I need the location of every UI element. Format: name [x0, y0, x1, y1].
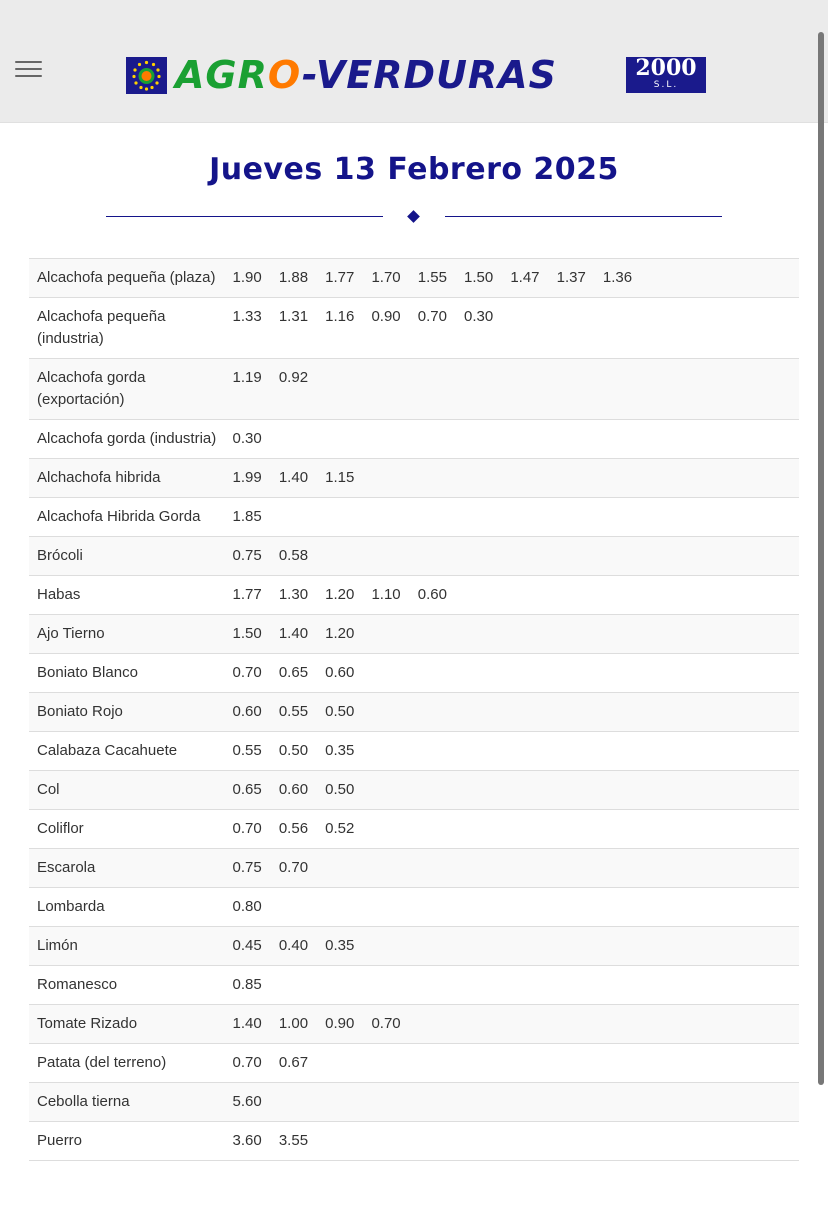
price-value: 0.90: [371, 308, 401, 325]
price-value: 1.37: [556, 269, 586, 286]
price-list: [224, 498, 270, 536]
price-value: 0.60: [278, 781, 309, 798]
table-row: [29, 298, 799, 359]
price-value: 0.70: [417, 308, 447, 325]
table-row: [29, 537, 799, 576]
product-name: Alcachofa pequeña (plaza): [37, 269, 216, 286]
table-row: [29, 888, 799, 927]
price-list: [224, 420, 270, 458]
price-value: 1.99: [232, 469, 262, 486]
price-list: [224, 732, 363, 770]
table-row: [29, 576, 799, 615]
price-value: 0.50: [325, 703, 355, 720]
price-value: 0.75: [232, 859, 262, 876]
product-name: Escarola: [37, 859, 96, 876]
logo-part-agr: AGR: [175, 53, 268, 97]
divider-diamond-icon: [407, 210, 420, 223]
product-name: Alcachofa Hibrida Gorda: [37, 508, 201, 525]
price-value: 0.58: [278, 547, 309, 564]
price-list: [224, 810, 363, 848]
price-value: 0.70: [232, 1054, 262, 1071]
product-name: Alcachofa gorda (exportación): [37, 369, 146, 408]
price-value: 0.56: [278, 820, 309, 837]
price-value: 0.35: [325, 937, 355, 954]
price-value: 0.55: [232, 742, 262, 759]
site-logo[interactable]: [126, 55, 706, 95]
price-value: 0.30: [232, 430, 262, 447]
price-value: 1.40: [232, 1015, 262, 1032]
price-list: [224, 537, 317, 575]
divider-line-right: [445, 216, 722, 217]
product-name: Romanesco: [37, 976, 118, 993]
table-row: [29, 615, 799, 654]
price-value: 0.52: [325, 820, 355, 837]
price-list: [224, 1005, 409, 1043]
price-value: 0.80: [232, 898, 262, 915]
table-row: [29, 693, 799, 732]
price-list: [224, 1044, 317, 1082]
price-value: 3.60: [232, 1132, 262, 1149]
table-row: [29, 459, 799, 498]
product-name: Calabaza Cacahuete: [37, 742, 178, 759]
price-list: [224, 459, 363, 497]
table-row: [29, 771, 799, 810]
price-value: 1.90: [232, 269, 262, 286]
price-list: [224, 359, 317, 419]
price-value: 0.92: [278, 369, 309, 386]
product-name: Habas: [37, 586, 81, 603]
product-name: Puerro: [37, 1132, 83, 1149]
price-value: 0.65: [278, 664, 309, 681]
price-list: [224, 576, 455, 614]
menu-line: [15, 61, 42, 63]
menu-line: [15, 75, 42, 77]
page-scrollbar[interactable]: [818, 32, 824, 1085]
price-list: [224, 298, 502, 358]
table-row: [29, 732, 799, 771]
product-name: Boniato Rojo: [37, 703, 123, 720]
price-list: [224, 615, 363, 653]
price-value: 1.30: [278, 586, 309, 603]
product-name: Tomate Rizado: [37, 1015, 138, 1032]
table-row: [29, 927, 799, 966]
table-row: [29, 420, 799, 459]
price-value: 1.19: [232, 369, 262, 386]
product-name: Cebolla tierna: [37, 1093, 130, 1110]
price-value: 1.00: [278, 1015, 309, 1032]
product-name: Ajo Tierno: [37, 625, 105, 642]
product-name: Coliflor: [37, 820, 84, 837]
price-list: [224, 849, 317, 887]
product-name: Brócoli: [37, 547, 83, 564]
menu-line: [15, 68, 42, 70]
price-value: 0.60: [232, 703, 262, 720]
price-value: 0.70: [232, 664, 262, 681]
table-row: [29, 1044, 799, 1083]
price-list: [224, 259, 641, 297]
price-value: 1.15: [325, 469, 355, 486]
price-value: 0.50: [278, 742, 309, 759]
price-value: 1.40: [278, 625, 309, 642]
price-list: [224, 693, 363, 731]
price-value: 0.90: [325, 1015, 355, 1032]
table-row: [29, 849, 799, 888]
price-value: 1.77: [325, 269, 355, 286]
price-value: 1.40: [278, 469, 309, 486]
price-list: [224, 1122, 317, 1160]
table-row: [29, 359, 799, 420]
price-value: 0.60: [417, 586, 447, 603]
price-value: 1.20: [325, 625, 355, 642]
date-title: Jueves 13 Febrero 2025: [209, 152, 619, 187]
price-value: 0.50: [325, 781, 355, 798]
table-row: [29, 654, 799, 693]
price-value: 1.10: [371, 586, 401, 603]
price-value: 0.35: [325, 742, 355, 759]
product-name: Col: [37, 781, 60, 798]
table-row: [29, 259, 799, 298]
table-row: [29, 966, 799, 1005]
product-name: Alcachofa gorda (industria): [37, 430, 217, 447]
price-table: [29, 258, 799, 1161]
price-value: 1.36: [602, 269, 633, 286]
table-row: [29, 810, 799, 849]
hamburger-menu-icon[interactable]: [15, 59, 42, 79]
emblem-svg: [126, 57, 167, 94]
price-value: 0.67: [278, 1054, 309, 1071]
logo-part-verduras: -VERDURAS: [301, 53, 557, 97]
eu-emblem-icon: [126, 57, 167, 94]
top-bar: [0, 0, 828, 123]
divider-line-left: [106, 216, 383, 217]
price-value: 0.65: [232, 781, 262, 798]
product-name: Lombarda: [37, 898, 105, 915]
table-row: [29, 1122, 799, 1161]
price-value: 1.77: [232, 586, 262, 603]
price-value: 1.31: [278, 308, 309, 325]
price-list: [224, 654, 363, 692]
product-name: Alchachofa hibrida: [37, 469, 161, 486]
price-value: 0.60: [325, 664, 355, 681]
price-value: 1.85: [232, 508, 262, 525]
logo-badge-number: 2000: [635, 55, 697, 81]
price-value: 5.60: [232, 1093, 262, 1110]
price-value: 1.88: [278, 269, 309, 286]
price-value: 0.85: [232, 976, 262, 993]
product-name: Patata (del terreno): [37, 1054, 167, 1071]
product-name: Alcachofa pequeña (industria): [37, 308, 166, 347]
product-name: Boniato Blanco: [37, 664, 138, 681]
price-list: [224, 1083, 270, 1121]
price-value: 0.75: [232, 547, 262, 564]
logo-badge-suffix: S.L.: [653, 80, 679, 90]
price-value: 0.40: [278, 937, 309, 954]
price-value: 1.16: [325, 308, 355, 325]
price-value: 0.45: [232, 937, 262, 954]
product-name: Limón: [37, 937, 78, 954]
table-row: [29, 1005, 799, 1044]
price-value: 1.70: [371, 269, 401, 286]
price-value: 1.50: [464, 269, 494, 286]
price-value: 0.30: [464, 308, 494, 325]
logo-wordmark: [175, 55, 557, 95]
price-value: 1.50: [232, 625, 262, 642]
logo-badge: [626, 57, 706, 93]
logo-part-o: O: [267, 53, 302, 97]
price-list: [224, 927, 363, 965]
price-list: [224, 771, 363, 809]
table-row: [29, 498, 799, 537]
price-value: 0.55: [278, 703, 309, 720]
price-value: 1.55: [417, 269, 447, 286]
price-value: 0.70: [232, 820, 262, 837]
price-list: [224, 966, 270, 1004]
price-value: 0.70: [278, 859, 309, 876]
price-value: 1.20: [325, 586, 355, 603]
price-value: 1.33: [232, 308, 262, 325]
table-row: [29, 1083, 799, 1122]
price-list: [224, 888, 270, 926]
price-value: 3.55: [278, 1132, 309, 1149]
price-value: 1.47: [510, 269, 540, 286]
price-value: 0.70: [371, 1015, 401, 1032]
